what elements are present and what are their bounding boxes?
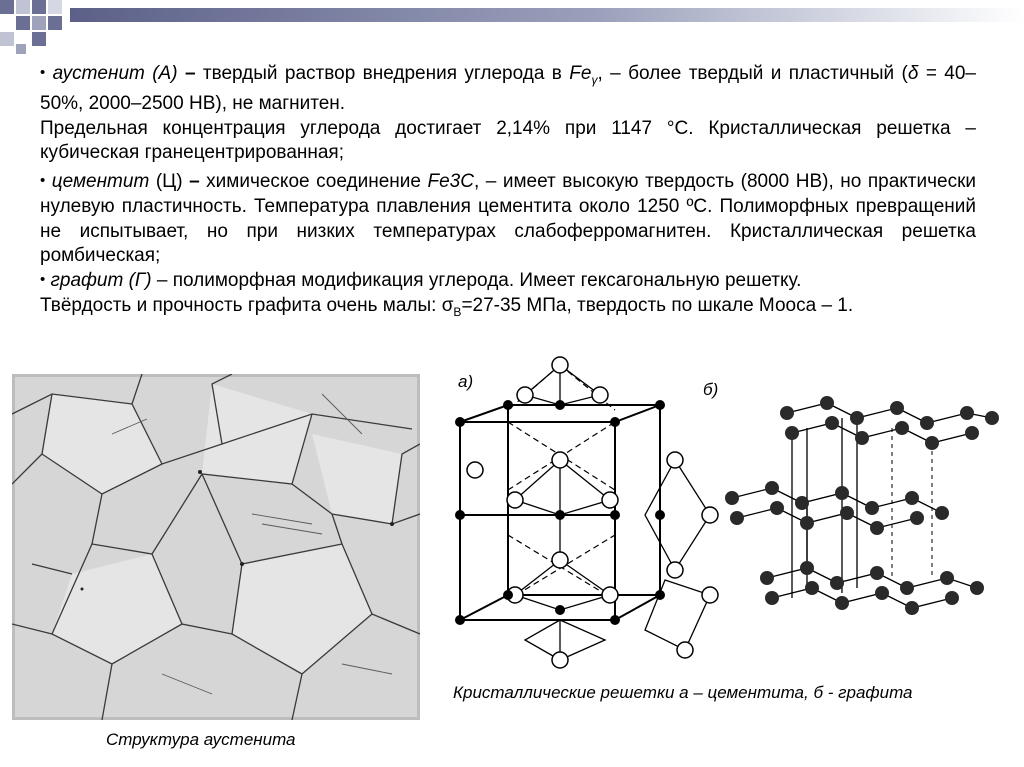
cementite-paragraph [40, 170, 976, 269]
austenite-paragraph [40, 62, 976, 117]
graphite-text: – полиморфная модификация углерода. Имеет гексагональную решетку. [151, 269, 802, 291]
graphite-hardness [40, 294, 976, 324]
sigma-subscript: В [453, 305, 462, 320]
header-square [32, 0, 46, 14]
header-gradient-bar [70, 8, 1024, 22]
austenite-text: , – более твердый и пластичный ( [597, 63, 908, 84]
graphite-term: графит (Г) [50, 269, 152, 291]
cementite-lattice [440, 350, 730, 690]
header-decoration [0, 0, 1024, 60]
main-text [40, 62, 976, 325]
micrograph-caption: Структура аустенита [106, 730, 296, 749]
dash: – [184, 63, 196, 84]
header-square [48, 0, 62, 14]
header-square [0, 0, 14, 14]
graphite-text: =27-35 МПа, твердость по шкале Мооса – 1. [461, 295, 854, 317]
austenite-text: твердый раствор внедрения углерода в [202, 63, 562, 84]
cementite-text: , – имеет высокую твердость (8000 НВ), но практически нулевую пластичность. Температура плавления цементита около 1250 ºС. Полиморфных превращений не испытывает, но при низких температурах слабоферромагнитен. Кристаллическая решетка ромбическая; [40, 170, 976, 267]
cementite-text: химическое соединение [199, 170, 428, 192]
graphite-lattice [712, 378, 1012, 628]
header-square [16, 44, 26, 54]
gamma-subscript: γ [591, 72, 598, 87]
cementite-formula: Fe3C [427, 170, 474, 192]
header-square [16, 0, 30, 14]
header-square [32, 32, 46, 46]
delta-symbol: δ [907, 63, 919, 84]
graphite-paragraph [40, 269, 976, 295]
bullet: • [40, 64, 46, 81]
bullet: • [40, 171, 46, 189]
label-b: б) [703, 380, 719, 399]
austenite-term: аустенит (А) [52, 63, 178, 84]
header-square [32, 16, 46, 30]
fe-symbol: Fe [569, 63, 592, 84]
cementite-term: цементит [51, 170, 150, 192]
header-square [16, 16, 30, 30]
austenite-micrograph [12, 374, 420, 720]
label-a: а) [458, 372, 474, 391]
bullet: • [40, 270, 46, 288]
header-square [48, 16, 62, 30]
graphite-text: Твёрдость и прочность графита очень малы: σ [40, 295, 454, 317]
austenite-concentration: Предельная концентрация углерода достигает 2,14% при 1147 °С. Кристаллическая решетка – кубическая гранецентрированная; [40, 117, 976, 164]
cementite-abbr: (Ц) [149, 170, 190, 192]
austenite-text: = 40–50%, 2000–2500 НВ), не магнитен. [40, 63, 976, 115]
dash: – [189, 170, 200, 192]
header-square [0, 32, 14, 46]
lattice-caption: Кристаллические решетки а – цементита, б - графита [453, 683, 913, 702]
